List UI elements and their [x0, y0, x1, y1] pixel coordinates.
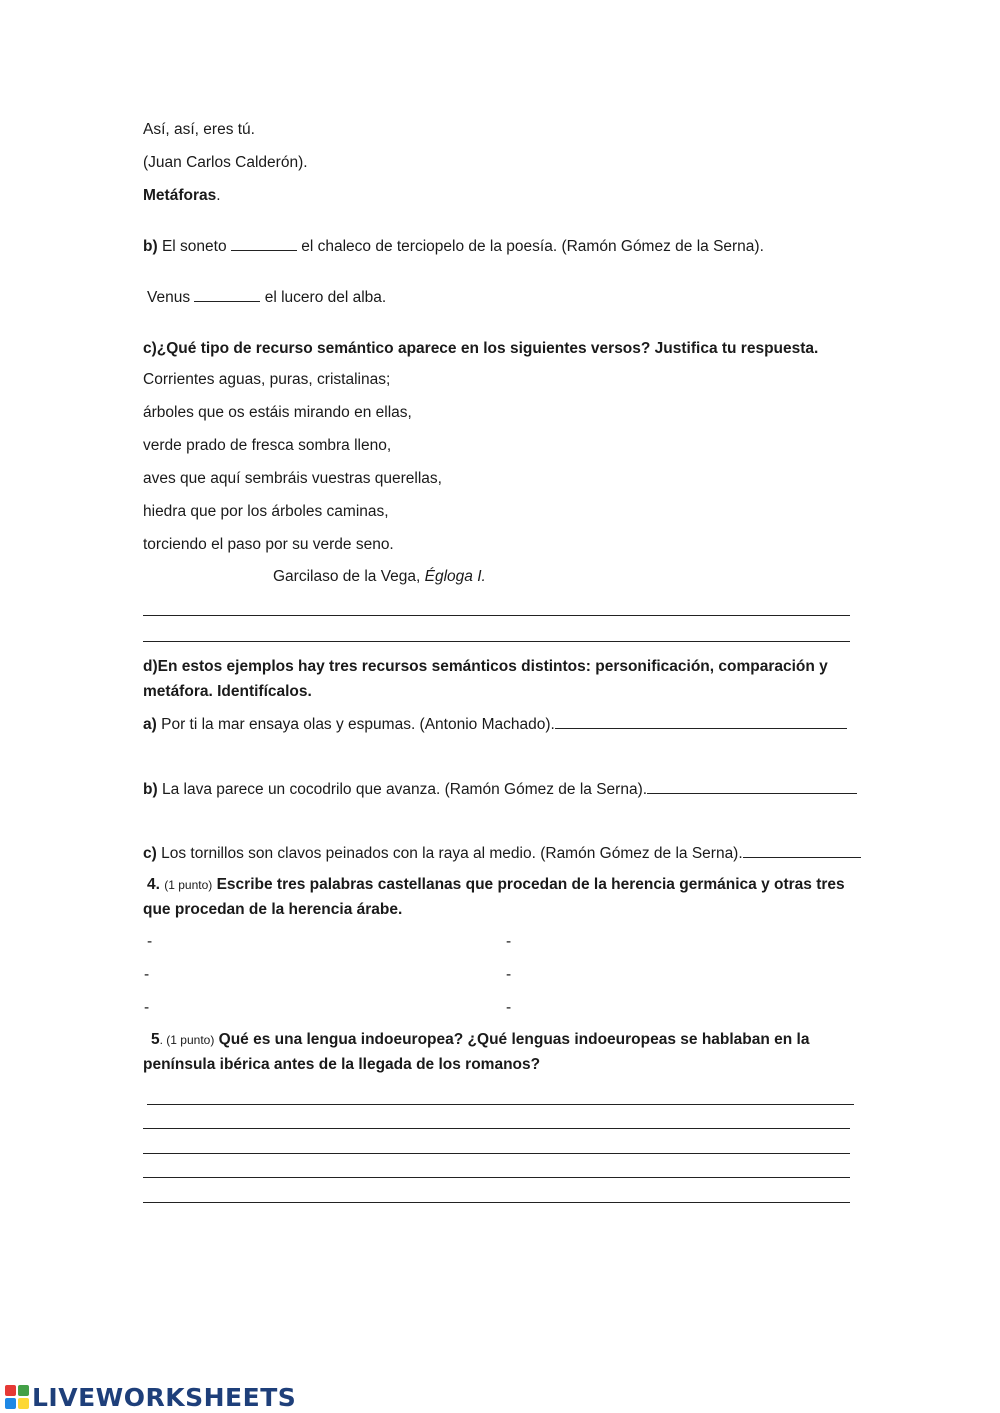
answer-line[interactable]	[143, 1177, 850, 1178]
liveworksheets-icon	[4, 1384, 30, 1410]
answer-line[interactable]	[143, 1153, 850, 1154]
question-4-line-1	[147, 875, 845, 895]
question-5-line-2: península ibérica antes de la llegada de los romanos?	[143, 1056, 541, 1073]
answer-dash[interactable]: -	[144, 999, 150, 1016]
exercise-venus	[147, 287, 386, 308]
poem-line: hiedra que por los árboles caminas,	[143, 503, 389, 520]
example-a	[143, 714, 847, 735]
answer-line[interactable]	[147, 1104, 854, 1105]
answer-line[interactable]	[143, 1202, 850, 1203]
question-d-line-2: metáfora. Identifícalos.	[143, 683, 312, 700]
metaforas-dot: .	[216, 187, 221, 204]
fill-blank-2[interactable]	[194, 287, 260, 302]
example-text: Por ti la mar ensaya olas y espumas. (Antonio Machado).	[161, 716, 555, 733]
poem-line: verde prado de fresca sombra lleno,	[143, 437, 392, 454]
answer-line[interactable]	[143, 641, 850, 642]
lyric-line: Así, así, eres tú.	[143, 121, 255, 138]
answer-dash[interactable]: -	[506, 966, 512, 983]
answer-line[interactable]	[143, 1128, 850, 1129]
poem-attribution	[273, 567, 486, 587]
question-5-line-1	[151, 1030, 810, 1050]
example-label: b)	[143, 781, 158, 798]
example-text: La lava parece un cocodrilo que avanza. (Ramón Gómez de la Serna).	[161, 781, 648, 798]
poem-work: Égloga I.	[424, 568, 486, 585]
example-text: Los tornillos son clavos peinados con la raya al medio. (Ramón Gómez de la Serna).	[161, 845, 743, 862]
question-number: 4.	[147, 876, 160, 893]
example-c	[143, 843, 861, 864]
answer-dash[interactable]: -	[147, 933, 153, 950]
question-number: 5	[151, 1031, 160, 1048]
question-text: Escribe tres palabras castellanas que procedan de la herencia germánica y otras tres	[216, 876, 845, 893]
exercise-text: Venus	[147, 289, 191, 306]
question-4-line-2: que procedan de la herencia árabe.	[143, 901, 403, 918]
question-points: (1 punto)	[164, 878, 213, 892]
liveworksheets-wordmark: LIVEWORKSHEETS	[32, 1382, 297, 1412]
poem-line: árboles que os estáis mirando en ellas,	[143, 404, 412, 421]
answer-blank-a[interactable]	[555, 714, 847, 729]
liveworksheets-logo[interactable]	[4, 1382, 296, 1412]
exercise-text: el chaleco de terciopelo de la poesía. (Ramón Gómez de la Serna).	[301, 238, 764, 255]
example-b	[143, 779, 857, 800]
question-text: Qué es una lengua indoeuropea? ¿Qué lenguas indoeuropeas se hablaban en la	[218, 1031, 810, 1048]
answer-dash[interactable]: -	[144, 966, 150, 983]
exercise-label: b)	[143, 238, 158, 255]
lyric-attribution: (Juan Carlos Calderón).	[143, 154, 308, 171]
question-d-line-1: d)En estos ejemplos hay tres recursos semánticos distintos: personificación, comparación y	[143, 658, 828, 675]
exercise-text: el lucero del alba.	[264, 289, 387, 306]
exercise-b-soneto	[143, 236, 764, 257]
answer-line[interactable]	[143, 615, 850, 616]
question-points: . (1 punto)	[159, 1033, 215, 1047]
answer-dash[interactable]: -	[506, 933, 512, 950]
poem-author: Garcilaso de la Vega,	[273, 568, 421, 585]
question-c: c)¿Qué tipo de recurso semántico aparece en los siguientes versos? Justifica tu respuesta.	[143, 340, 819, 357]
section-heading-metaforas	[143, 186, 221, 206]
answer-dash[interactable]: -	[506, 999, 512, 1016]
answer-blank-c[interactable]	[743, 843, 861, 858]
metaforas-label: Metáforas	[143, 187, 217, 204]
poem-line: aves que aquí sembráis vuestras querellas,	[143, 470, 442, 487]
answer-blank-b[interactable]	[647, 779, 857, 794]
example-label: a)	[143, 716, 157, 733]
poem-line: torciendo el paso por su verde seno.	[143, 536, 394, 553]
fill-blank-1[interactable]	[231, 236, 297, 251]
example-label: c)	[143, 845, 157, 862]
poem-line: Corrientes aguas, puras, cristalinas;	[143, 371, 391, 388]
exercise-text: El soneto	[161, 238, 227, 255]
